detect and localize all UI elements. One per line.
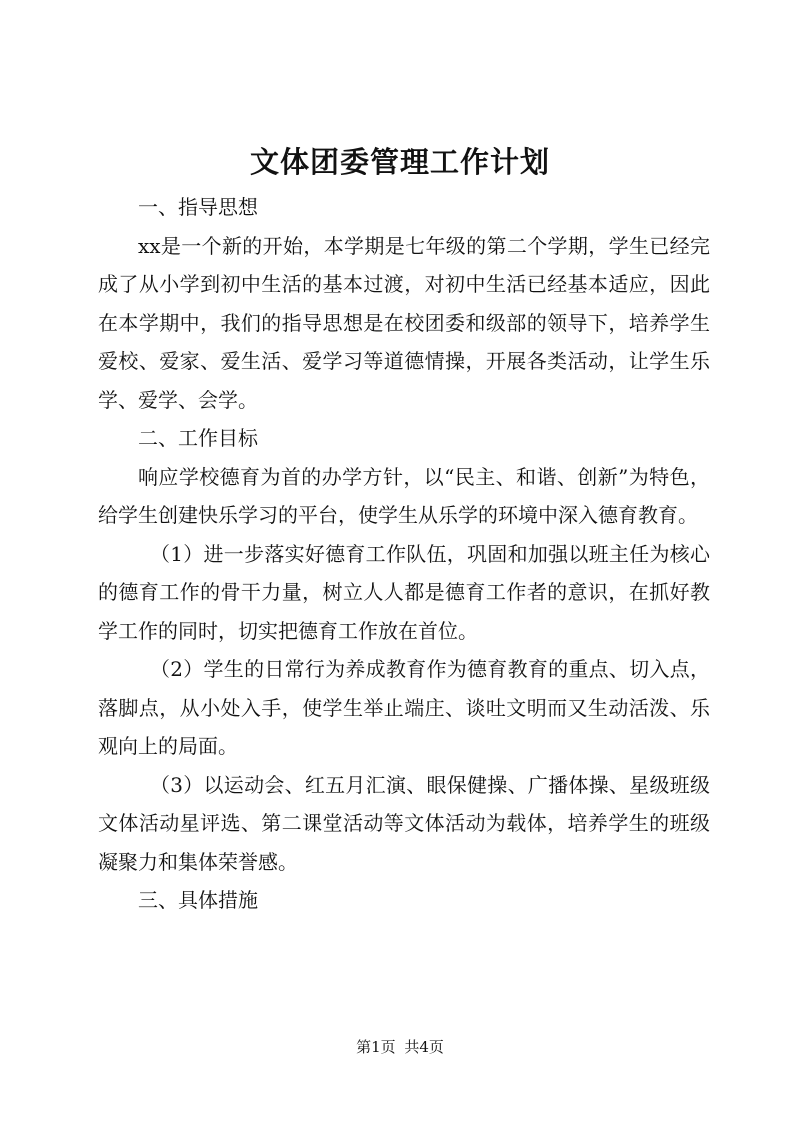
section-heading-specific-measures: 三、具体措施 [138, 888, 258, 912]
page-number: 第1页 [356, 1038, 396, 1056]
section-heading-guiding-ideology: 一、指导思想 [138, 195, 258, 219]
paragraph-guiding-ideology: xx是一个新的开始，本学期是七年级的第二个学期，学生已经完成了从小学到初中生活的基本过渡，对初中生活已经基本适应，因此在本学期中，我们的指导思想是在校团委和级部的领导下，培养学生爱校、爱家、爱生活、爱学习等道德情操，开展各类活动，让学生乐学、爱学、会学。 [98, 233, 710, 412]
paragraph-goal-item-2: （2）学生的日常行为养成教育作为德育教育的重点、切入点，落脚点，从小处入手，使学生举止端庄、谈吐文明而又生动活泼、乐观向上的局面。 [98, 657, 710, 758]
paragraph-goal-item-1: （1）进一步落实好德育工作队伍，巩固和加强以班主任为核心的德育工作的骨干力量，树立人人都是德育工作者的意识，在抓好教学工作的同时，切实把德育工作放在首位。 [98, 541, 710, 643]
document-body [98, 188, 710, 920]
paragraph-goal-item-3: （3）以运动会、红五月汇演、眼保健操、广播体操、星级班级文体活动星评选、第二课堂活动等文体活动为载体，培养学生的班级凝聚力和集体荣誉感。 [98, 772, 710, 874]
page-total: 共4页 [404, 1038, 444, 1056]
document-title: 文体团委管理工作计划 [249, 145, 550, 179]
page-footer [0, 1037, 800, 1057]
section-heading-work-goals: 二、工作目标 [138, 426, 258, 450]
paragraph-work-goals: 响应学校德育为首的办学方针，以“民主、和谐、创新”为特色，给学生创建快乐学习的平台，使学生从乐学的环境中深入德育教育。 [98, 464, 710, 527]
